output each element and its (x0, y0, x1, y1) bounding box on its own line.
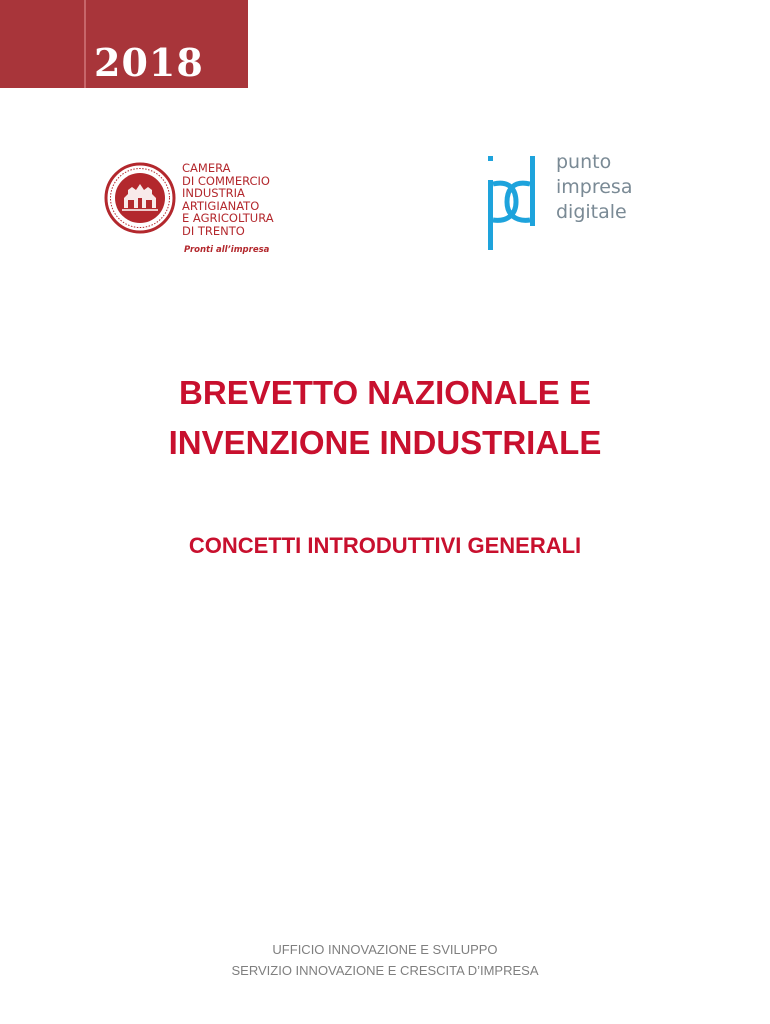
cciaa-logo (104, 158, 284, 258)
pid-word: impresa (556, 176, 633, 198)
cciaa-name-line: INDUSTRIA (182, 186, 245, 201)
pid-words (556, 150, 632, 225)
pid-logo (480, 150, 660, 260)
footer-office: UFFICIO INNOVAZIONE E SVILUPPO (272, 942, 498, 957)
banner-stripe (84, 0, 86, 88)
year-banner (0, 0, 248, 88)
document-title-line-1: BREVETTO NAZIONALE E (179, 374, 591, 411)
pid-word: digitale (556, 201, 627, 223)
pid-word: punto (556, 151, 612, 173)
cciaa-name-line: CAMERA (182, 161, 231, 175)
footer-service: SERVIZIO INNOVAZIONE E CRESCITA D’IMPRESA (231, 963, 539, 978)
cciaa-name-line: E AGRICOLTURA (182, 211, 274, 226)
cciaa-name (182, 162, 274, 238)
seal-icon (104, 162, 176, 234)
year-label: 2018 (94, 40, 204, 85)
cciaa-name-line: DI TRENTO (182, 223, 245, 238)
cciaa-name-line: ARTIGIANATO (182, 198, 260, 213)
cciaa-tagline: Pronti all’impresa (184, 245, 270, 255)
cciaa-name-line: DI COMMERCIO (182, 173, 270, 188)
document-subtitle: CONCETTI INTRODUTTIVI GENERALI (188, 533, 582, 558)
document-title-line-2: INVENZIONE INDUSTRIALE (168, 424, 602, 461)
pid-mark-icon (480, 150, 540, 258)
